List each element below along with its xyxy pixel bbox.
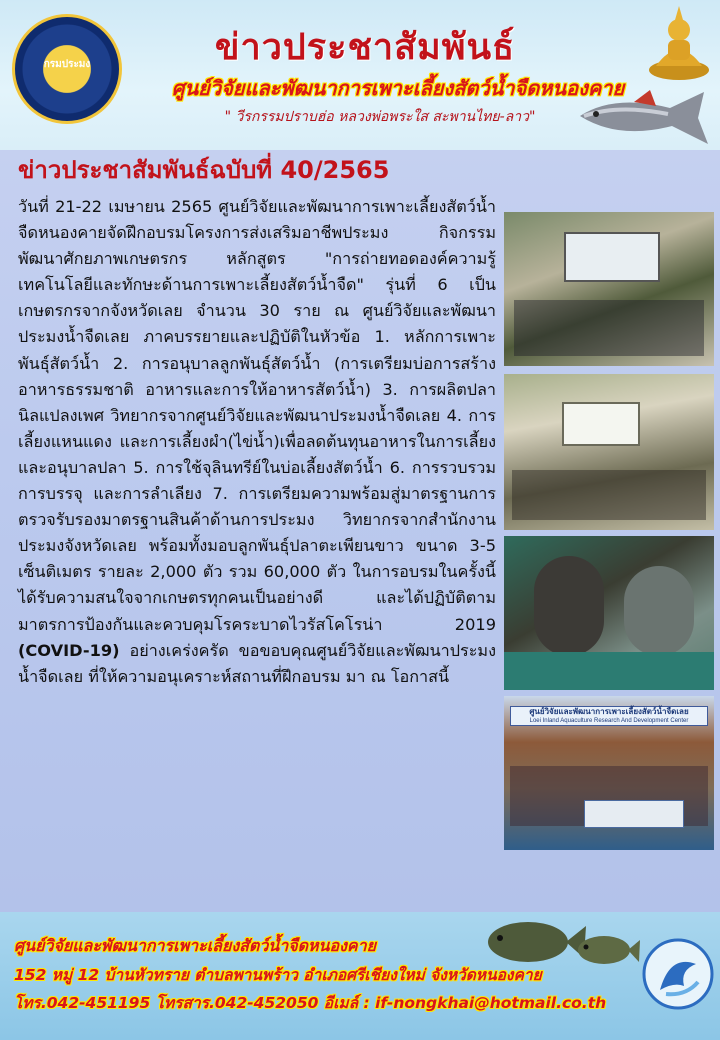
- naga-emblem-icon: [640, 924, 716, 1024]
- instructor-figure: [624, 566, 694, 656]
- trainee-figure: [534, 556, 604, 656]
- photo-group-picture: [504, 696, 714, 850]
- fish-illustration-icon: [574, 86, 714, 148]
- footer-address: 152 หมู่ 12 บ้านหัวทราย ตำบลพานพร้าว อำเภอศรีเชียงใหม่ จังหวัดหนองคาย: [14, 966, 542, 984]
- article-text: วันที่ 21-22 เมษายน 2565 ศูนย์วิจัยและพัฒนาการเพาะเลี้ยงสัตว์น้ำจืดหนองคายจัดฝึกอบรมโครงการส่งเสริมอาชีพประมง กิจกรรมพัฒนาศักยภาพเกษตรกร หลักสูตร "การถ่ายทอดองค์ความรู้เทคโนโลยีและทักษะด้านการเพาะเลี้ยงสัตว์น้ำจืด" รุ่นที่ 6 เป็นเกษตรกรจากจังหวัดเลย จำนวน 30 ราย ณ ศูนย์วิจัยและพัฒนาประมงน้ำจืดเลย ภาคบรรยายและปฏิบัติในหัวข้อ 1. หลักการเพาะพันธุ์สัตว์น้ำ 2. การอนุบาลลูกพันธุ์สัตว์น้ำ (การเตรียมบ่อการสร้างอาหารธรรมชาติ อาหารและการให้อาหารสัตว์น้ำ) 3. การผลิตปลานิลแปลงเพศ วิทยากรจากศูนย์วิจัยและพัฒนาประมงน้ำจืดเลย 4. การเลี้ยงแหนแดง และการเลี้ยงผำ(ไข่น้ำ)เพื่อลดต้นทุนอาหารในการเลี้ยงและอนุบาลปลา 5. การใช้จุลินทรีย์ในบ่อเลี้ยงสัตว์น้ำ 6. การรวบรวม การบรรจุ และการลำเลียง 7. การเตรียมความพร้อมสู่มาตรฐานการตรวจรับรองมาตรฐานสินค้าด้านการประมง วิทยากรจากสำนักงานประมงจังหวัดเลย พร้อมทั้งมอบลูกพันธุ์ปลาตะเพียนขาว ขนาด 3-5 เซ็นติเมตร รายละ 2,000 ตัว รวม 60,000 ตัว ในการอบรมในครั้งนี้ได้รับความสนใจจากเกษตรทุกคนเป็นอย่างดี และได้ปฏิบัติตามมาตรการป้องกันและควบคุมโรคระบาดไวรัสโคโรน่า 2019: [18, 197, 496, 634]
- tilapia-fish-icon: [482, 912, 642, 972]
- presentation-screen: [562, 402, 640, 446]
- issue-title: ข่าวประชาสัมพันธ์ฉบับที่ 40/2565: [18, 156, 390, 184]
- slogan: " วีรกรรมปราบฮ่อ หลวงพ่อพระใส สะพานไทย-ลาว": [224, 109, 536, 125]
- footer-contact: โทร.042-451195 โทรสาร.042-452050 อีเมล์ : if-nongkhai@hotmail.co.th: [14, 994, 607, 1012]
- seated-trainees: [514, 300, 704, 356]
- center-signboard: [510, 706, 708, 726]
- footer-center-name: ศูนย์วิจัยและพัฒนาการเพาะเลี้ยงสัตว์น้ำจืดหนองคาย: [14, 936, 376, 955]
- center-name: ศูนย์วิจัยและพัฒนาการเพาะเลี้ยงสัตว์น้ำจืดหนองคาย: [171, 76, 625, 100]
- department-of-fisheries-logo: [12, 14, 122, 124]
- page-title: ข่าวประชาสัมพันธ์: [214, 27, 516, 68]
- photo-training-room: [504, 374, 714, 530]
- signboard-subtitle: Loei Inland Aquaculture Research And Development Center: [529, 718, 689, 724]
- article-tail: อย่างเคร่งครัด ขอขอบคุณศูนย์วิจัยและพัฒนาประมงน้ำจืดเลย ที่ให้ความอนุเคราะห์สถานที่ฝึกอบรม มา ณ โอกาสนี้: [18, 640, 496, 686]
- photo-fish-handling: [504, 536, 714, 690]
- training-banner: [584, 800, 684, 828]
- logo-text: กรมประมง: [43, 59, 91, 70]
- covid-label: (COVID-19): [18, 640, 120, 660]
- buddha-statue-icon: [646, 4, 712, 82]
- participants-group: [512, 470, 706, 520]
- signboard-title: ศูนย์วิจัยและพัฒนาการเพาะเลี้ยงสัตว์น้ำจืดเลย: [529, 707, 689, 716]
- water-tank: [504, 652, 714, 690]
- photo-classroom-lecture: [504, 212, 714, 366]
- projector-screen: [564, 232, 660, 282]
- article-body: [18, 194, 496, 690]
